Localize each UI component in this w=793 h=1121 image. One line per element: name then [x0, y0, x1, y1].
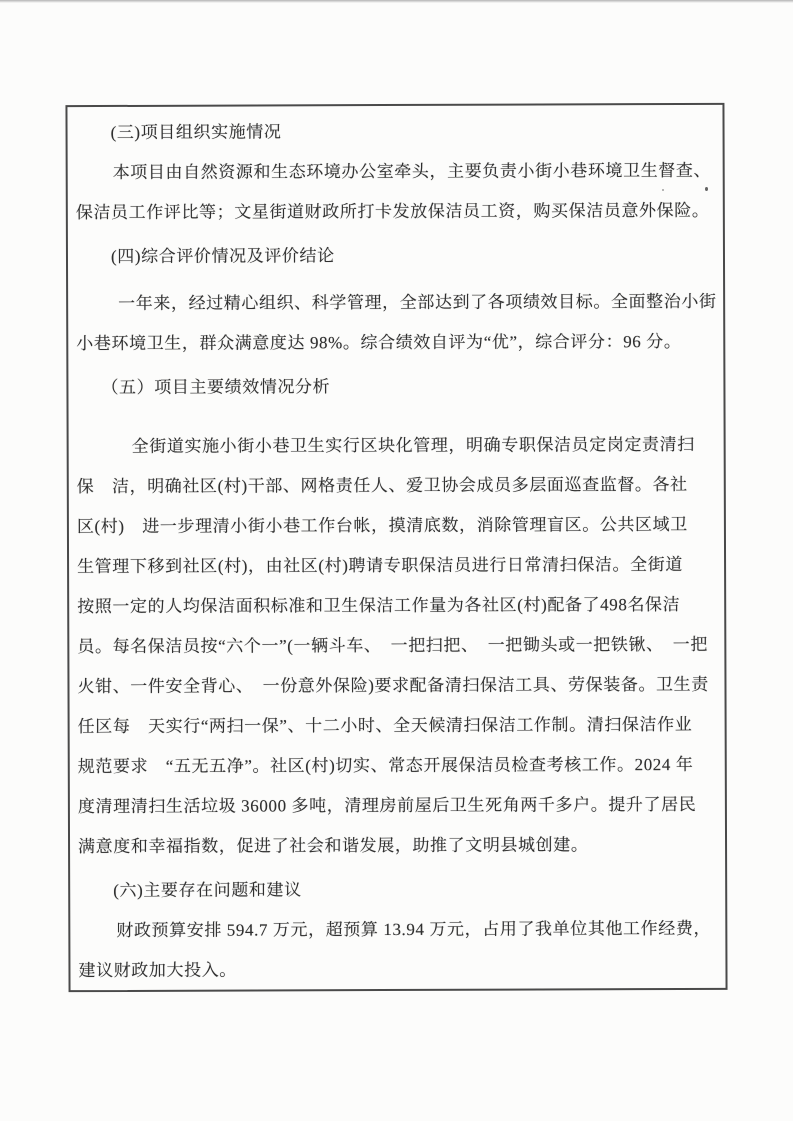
text-line: 按照一定的人均保洁面积标准和卫生保洁工作量为各社区(村)配备了498名保洁 — [77, 595, 681, 617]
text-line: 度清理清扫生活垃圾 36000 多吨，清理房前屋后卫生死角两千多户。提升了居民 — [77, 794, 697, 817]
scan-edge-artifact — [0, 0, 793, 3]
text-line: 一年来，经过精心组织、科学管理，全部达到了各项绩效目标。全面整治小街 — [118, 291, 717, 313]
text-line: 满意度和幸福指数，促进了社会和谐发展，助推了文明县城创建。 — [78, 835, 589, 857]
text-line: 全街道实施小街小巷卫生实行区块化管理，明确专职保洁员定岗定责清扫 — [131, 434, 695, 456]
report-text-block — [67, 105, 725, 990]
section-heading-4: (四)综合评价情况及评价结论 — [110, 246, 335, 266]
section-heading-6: (六)主要存在问题和建议 — [113, 880, 302, 900]
text-line: 区(村) 进一步理清小街小巷工作台帐，摸清底数，消除管理盲区。公共区域卫 — [76, 514, 688, 537]
text-line: 火钳、一件安全背心、 一份意外保险)要求配备清扫保洁工具、劳保装备。卫生责 — [77, 674, 709, 697]
text-line: 规范要求 “五无五净”。社区(村)切实、常态开展保洁员检查考核工作。2024 年 — [77, 754, 694, 777]
text-line: 建议财政加大投入。 — [78, 960, 237, 981]
scan-speck — [662, 189, 664, 191]
text-line: 财政预算安排 594.7 万元，超预算 13.94 万元，占用了我单位其他工作经费， — [116, 918, 712, 940]
text-line: 小巷环境卫生，群众满意度达 98%。综合绩效自评为“优”，综合评分：96 分。 — [76, 332, 682, 354]
text-line: 员。每名保洁员按“六个一”(一辆斗车、 一把扫把、 一把锄头或一把铁锹、 一把 — [77, 634, 709, 657]
report-table-border — [65, 103, 727, 992]
scan-speck — [705, 187, 708, 191]
text-line: 保 洁，明确社区(村)干部、网格责任人、爱卫协会成员多层面巡查监督。各社 — [76, 474, 688, 497]
text-line: 任区每 天实行“两扫一保”、十二小时、全天候清扫保洁工作制。清扫保洁作业 — [77, 714, 693, 737]
section-heading-5: （五）项目主要绩效情况分析 — [101, 377, 331, 398]
section-heading-3: (三)项目组织实施情况 — [110, 122, 282, 142]
text-line: 本项目由自然资源和生态环境办公室牵头，主要负责小街小巷环境卫生督查、 — [112, 160, 712, 182]
text-line: 保洁员工作评比等；文星街道财政所打卡发放保洁员工资，购买保洁员意外保险。 — [75, 200, 710, 223]
text-line: 生管理下移到社区(村)，由社区(村)聘请专职保洁员进行日常清扫保洁。全街道 — [77, 555, 683, 577]
